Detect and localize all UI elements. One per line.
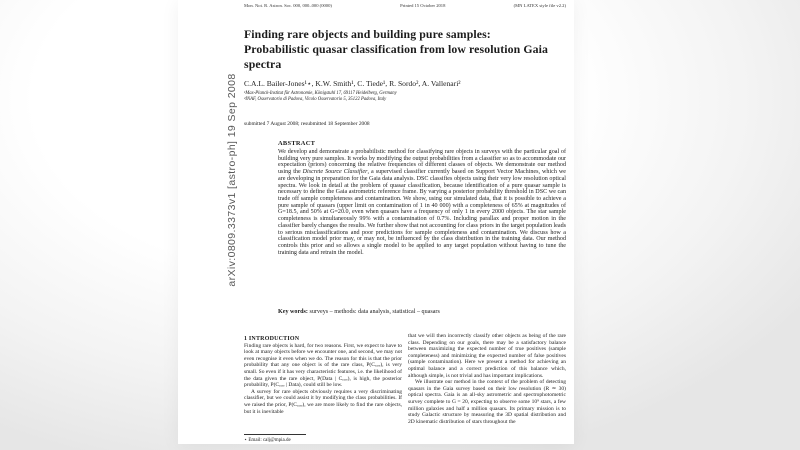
right-column: [408, 333, 566, 450]
printed-date: Printed 15 October 2018: [400, 3, 446, 8]
paper-page: [178, 0, 574, 444]
abstract-italic-phrase: Discrete Source Classifier: [302, 169, 368, 176]
title-line-3: spectra: [244, 57, 282, 71]
footnote-rule: [244, 434, 306, 435]
intro-left-paragraph-1: Finding rare objects is hard, for two reasons. First, we expect to have to look at many objects before we encounter one, and second, we may not even recognise it even when we do. The reason for this is that the prior probability that any one object is of the rare class, P(Cᵣₐᵣₑ), is very small. So even if it has very characteristic features, i.e. the likelihood of the data given the rare object, P(Data | Cᵣₐᵣₑ), is high, the posterior probability, P(Cᵣₐᵣₑ | Data), could still be low.: [244, 342, 402, 389]
title-line-1: Finding rare objects and building pure samples:: [244, 27, 491, 41]
keywords-line: [278, 309, 566, 315]
journal-reference: Mon. Not. R. Astron. Soc. 000, 000–000 (0000): [244, 3, 332, 8]
abstract-heading: ABSTRACT: [278, 140, 316, 147]
intro-right-paragraph-1: that we will then incorrectly classify other objects as being of the rare class. Depending on our goals, there may be a satisfactory balance between maximizing the expected number of true positives (sample completeness) and minimizing the expected number of false positives (sample contamination). Here we present a method for achieving an optimal balance and a correct prediction of this balance which, although simple, is not trivial and has important implications.: [408, 333, 566, 379]
email-footnote: ⋆ Email: calj@mpia.de: [244, 438, 291, 443]
running-header: [244, 3, 566, 8]
keywords-label: Key words:: [278, 309, 308, 315]
left-column: [244, 336, 402, 430]
affiliations-block: [244, 91, 566, 103]
affiliation-2: ²INAF, Osservatorio di Padova, Vicolo Osservatorio 5, 35122 Padova, Italy: [244, 96, 387, 102]
intro-right-paragraph-2: We illustrate our method in the context of the problem of detecting quasars in the Gaia survey based on their low resolution (R ≃ 30) optical spectra. Gaia is an all-sky astrometric and spectrophotometric survey complete to G = 20, expecting to observe some 10⁹ stars, a few million galaxies and half a million quasars. Its primary mission is to study Galactic structure by measuring the 3D spatial distribution and 2D kinematic distribution of stars throughout the: [408, 379, 566, 425]
paper-title: [244, 27, 576, 72]
abstract-text-1: We develop and demonstrate a probabilistic method for classifying rare objects in surveys with the particular goal of building very pure samples. It works by modifying the output probabilities from a classifier so as to accommodate our expectation (priors) concerning the relative frequencies of different classes of objects. We demonstrate our method using the: [278, 149, 566, 176]
abstract-text-2: , a supervised classifier currently based on Support Vector Machines, which we are developing in preparation for the Gaia data analysis. DSC classifies objects using their very low resolution optical spectra. We look in detail at the problem of quasar classification, because identification of a pure quasar sample is necessary to define the Gaia astrometric reference frame. By varying a posterior probability threshold in DSC we can trade off sample completeness and contamination. We show, using our simulated data, that it is possible to achieve a pure sample of quasars (upper limit on contamination of 1 in 40 000) with a completeness of 65% at magnitudes of G=18.5, and 50% at G=20.0, even when quasars have a frequency of only 1 in every 2000 objects. The star sample completeness is simultaneously 99% with a contamination of 0.7%. Including parallax and proper motion in the classifier barely changes the results. We further show that not accounting for class priors in the target population leads to serious misclassifications and poor predictions for sample completeness and contamination. We discuss how a classification model prior may, or may not, be influenced by the class distribution in the training data. Our method controls this prior and so allows a single model to be applied to any target population without having to tune the training data and retrain the model.: [278, 169, 566, 256]
keywords-text: surveys – methods: data analysis, statistical – quasars: [309, 309, 440, 315]
arxiv-identifier-stamp: arXiv:0809.3373v1 [astro-ph] 19 Sep 2008: [226, 73, 238, 287]
abstract-body: [278, 149, 566, 257]
section-heading-introduction: 1 INTRODUCTION: [244, 336, 300, 342]
title-line-2: Probabilistic quasar classification from low resolution Gaia: [244, 42, 548, 56]
intro-left-paragraph-2: A survey for rare objects obviously requires a very discriminating classifier, but we could assist it by modifying the class probabilities. If we raised the prior, P(Cᵣₐᵣₑ), we are more likely to find the rare objects, but it is inevitable: [244, 388, 402, 415]
style-file-note: (MN LATEX style file v2.2): [513, 3, 566, 8]
authors-line: C.A.L. Bailer-Jones¹⋆, K.W. Smith¹, C. Tiede¹, R. Sordo², A. Vallenari²: [244, 79, 461, 88]
affiliation-1: ¹Max-Planck-Institut für Astronomie, Königstuhl 17, 69117 Heidelberg, Germany: [244, 91, 397, 96]
submission-dates: submitted 7 August 2008; resubmitted 18 September 2008: [244, 121, 370, 127]
